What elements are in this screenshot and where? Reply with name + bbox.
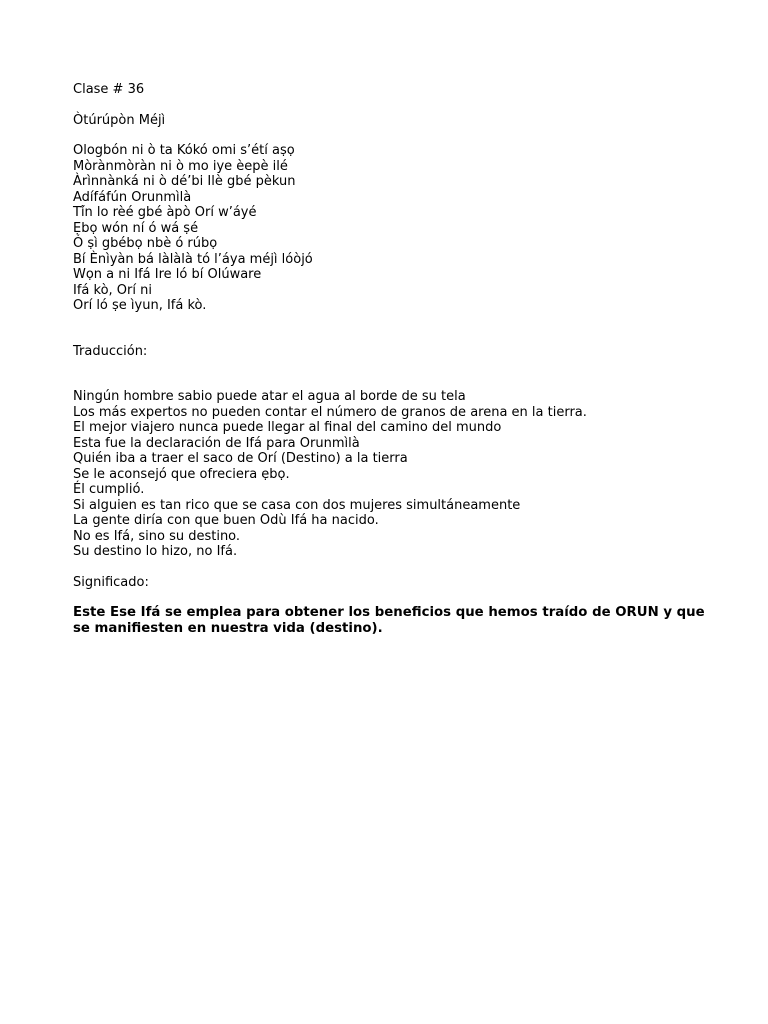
translation-line: Su destino lo hizo, no Ifá.	[73, 544, 238, 559]
verse-line: Adífáfún Orunmìlà	[73, 189, 192, 205]
translation-line: Quién iba a traer el saco de Orí (Destino) a la tierra	[73, 451, 408, 466]
spacer	[73, 560, 713, 575]
spacer	[73, 359, 713, 389]
verse-line: Ẹbọ wón ní ó wá ṣé	[73, 220, 199, 236]
spacer	[73, 98, 713, 113]
translation-line: No es Ifá, sino su destino.	[73, 528, 241, 544]
verse-line: Tí́n lo rèé gbé àpò Orí w’áyé	[73, 205, 257, 220]
odu-name: Òtúrúpòn Méjì	[73, 112, 166, 128]
verse-line: Mòrànmòràn ni ò mo iye èepè ilé	[73, 158, 288, 174]
translation-line: Los más expertos no pueden contar el número de granos de arena en la tierra.	[73, 404, 587, 420]
verse-line: Ologbón ni ò ta Kókó omi s’étí aṣọ	[73, 143, 295, 158]
meaning-heading: Significado:	[73, 574, 149, 590]
translation-line: Esta fue la declaración de Ifá para Orunmìlà	[73, 435, 360, 451]
verse-line: Ifá kò, Orí ni	[73, 282, 152, 298]
yoruba-verse	[73, 143, 713, 314]
translation-line: Si alguien es tan rico que se casa con dos mujeres simultáneamente	[73, 497, 521, 513]
document-page	[73, 82, 713, 637]
verse-line: Ó ṣì gbébọ nbè ó rúbọ	[73, 236, 218, 251]
translation-line: La gente diría con que buen Odù Ifá ha nacido.	[73, 513, 379, 528]
spacer	[73, 128, 713, 143]
translation-heading: Traducción:	[73, 343, 148, 359]
translation-line: Se le aconsejó que ofreciera ẹbọ.	[73, 466, 290, 482]
spacer	[73, 314, 713, 344]
verse-line: Wọn a ni Ifá Ire ló bí Olúware	[73, 267, 262, 282]
verse-line: Orí ló ṣe ìyun, Ifá kò.	[73, 298, 207, 313]
translation-text	[73, 389, 713, 560]
translation-line: Él cumplió.	[73, 482, 145, 497]
spacer	[73, 590, 713, 605]
translation-line: El mejor viajero nunca puede llegar al final del camino del mundo	[73, 420, 502, 435]
verse-line: Àrìnnànká ni ò dé’bi Ilè gbé pèkun	[73, 174, 296, 189]
translation-line: Ningún hombre sabio puede atar el agua al borde de su tela	[73, 389, 466, 404]
class-title: Clase # 36	[73, 82, 145, 97]
verse-line: Bí Ènìyàn bá làlàlà tó l’áya méjì lóòjó	[73, 251, 313, 267]
meaning-text: Este Ese Ifá se emplea para obtener los beneficios que hemos traído de ORUN y que se manifiesten en nuestra vida (destino).	[73, 605, 705, 636]
